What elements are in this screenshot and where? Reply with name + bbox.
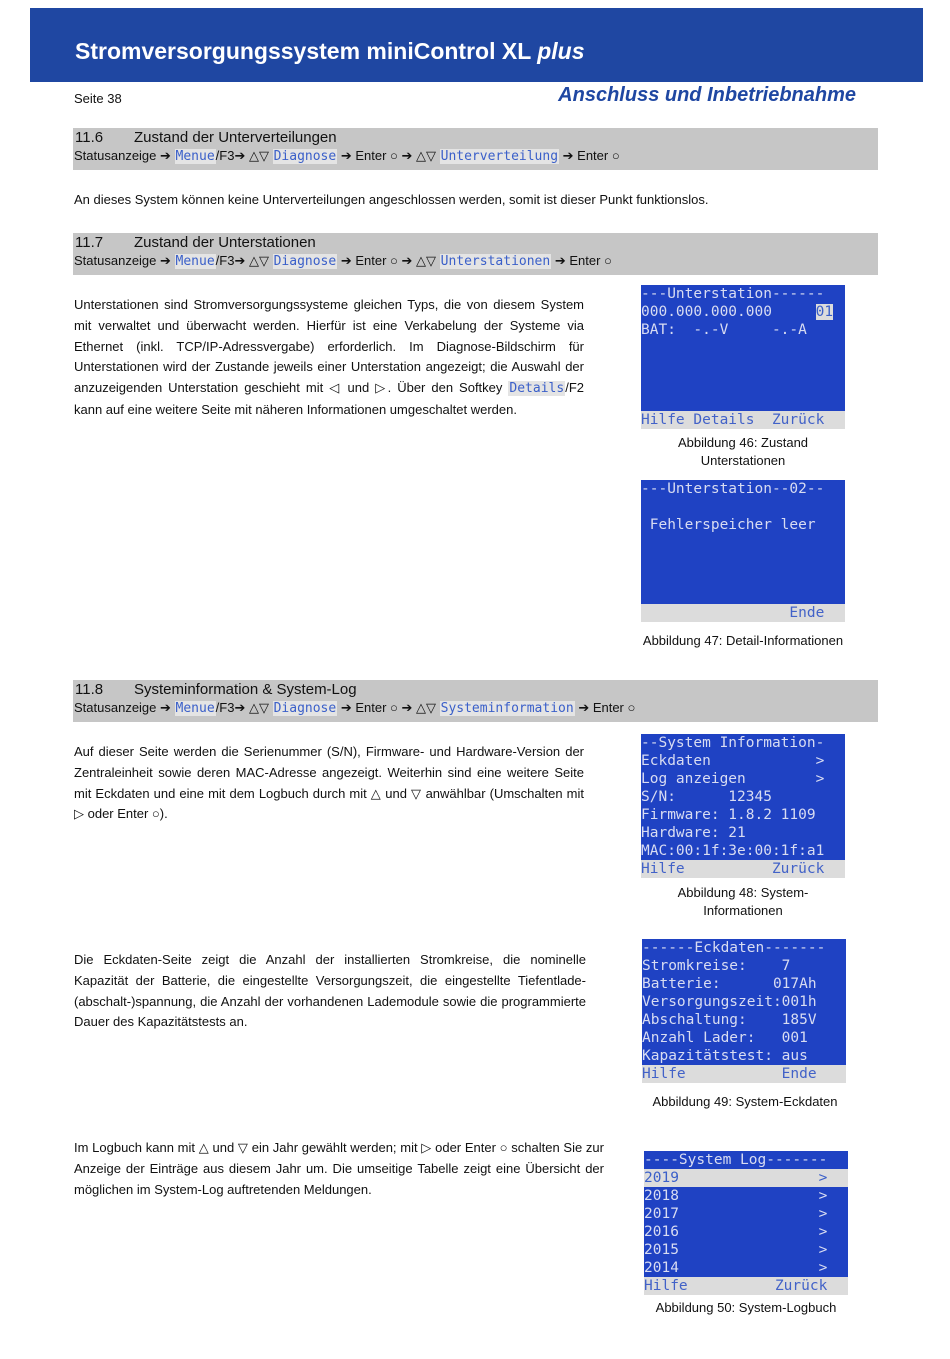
section-number: 11.8 — [75, 681, 104, 698]
navigation-path: Statusanzeige ➔ Menue/F3➔ △▽ Diagnose ➔ Enter ○ ➔ △▽ Unterstationen ➔ Enter ○ — [74, 253, 612, 269]
section-11-8-info-text: Auf dieser Seite werden die Serienummer (S/N), Firmware- und Hardware-Version der Zentraleinheit sowie deren MAC-Adresse angezeigt. Weiterhin sind eine weitere Seite mit Eckdaten und eine mit dem Logbuch durch mit △ und ▽ anwählbar (Umschalten mit ▷ oder Enter ○). — [74, 744, 584, 822]
softkey-bar: Hilfe Zurück — [641, 860, 845, 878]
section-11-8-log-text: Im Logbuch kann mit △ und ▽ ein Jahr gewählt werden; mit ▷ oder Enter ○ schalten Sie zur Anzeige der Einträge aus diesem Jahr um. Die umseitige Tabelle zeigt eine Übersicht der möglichen im System-Log auftretenden Meldungen. — [74, 1140, 604, 1197]
softkey-menue: Menue — [175, 149, 215, 164]
document-title: Stromversorgungssystem miniControl XL plus — [75, 38, 585, 64]
figure-caption: Abbildung 50: System-Logbuch — [655, 1300, 837, 1315]
section-11-8-header — [73, 680, 878, 722]
section-11-6-text: An dieses System können keine Unterverteilungen angeschlossen werden, somit ist dieser Punkt funktionslos. — [74, 192, 709, 207]
softkey-unterstationen: Unterstationen — [440, 254, 551, 269]
softkey-details: Details — [509, 381, 565, 397]
lcd-screen-unterstation: ---Unterstation------ 000.000.000.000 01 BAT: -.-V -.-A Hilfe Details Zurück — [641, 285, 845, 429]
softkey-unterverteilung: Unterverteilung — [440, 149, 559, 164]
section-title: Zustand der Unterverteilungen — [134, 129, 337, 146]
navigation-path: Statusanzeige ➔ Menue/F3➔ △▽ Diagnose ➔ Enter ○ ➔ △▽ Unterverteilung ➔ Enter ○ — [74, 148, 620, 164]
log-year-item: 2017 > — [644, 1206, 828, 1222]
log-year-item: 2018 > — [644, 1188, 828, 1204]
section-title: Systeminformation & System-Log — [134, 681, 357, 698]
softkey-bar: Hilfe Details Zurück — [641, 411, 845, 429]
log-year-item: 2019 > — [644, 1170, 828, 1186]
figure-caption: Abbildung 48: System-Informationen — [677, 885, 809, 918]
chapter-title: Anschluss und Inbetriebnahme — [558, 84, 856, 106]
selected-station-number: 01 — [815, 304, 834, 320]
softkey-menue: Menue — [175, 701, 215, 716]
section-11-7-header — [73, 233, 878, 275]
softkey-bar: Hilfe Zurück — [644, 1277, 848, 1295]
navigation-path: Statusanzeige ➔ Menue/F3➔ △▽ Diagnose ➔ Enter ○ ➔ △▽ Systeminformation ➔ Enter ○ — [74, 700, 636, 716]
softkey-diagnose: Diagnose — [273, 149, 337, 164]
softkey-bar: Ende — [641, 604, 845, 622]
figure-caption: Abbildung 46: Zustand Unterstationen — [677, 435, 809, 468]
softkey-menue: Menue — [175, 254, 215, 269]
lcd-screen-eckdaten: ------Eckdaten------- Stromkreise: 7 Batterie: 017Ah Versorgungszeit:001h Abschaltung: 185V Anzahl Lader: 001 Kapazitätstest: aus Hilfe Ende — [642, 939, 846, 1083]
section-number: 11.6 — [75, 129, 104, 146]
page-number: Seite 38 — [74, 91, 122, 106]
section-11-7-text: Unterstationen sind Stromversorgungssysteme gleichen Typs, die von diesem System mit verwaltet und überwacht werden. Hierfür ist eine Verkabelung der Systeme via Ethernet (inkl. TCP/IP-Adressvergabe) erforderlich. Im Diagnose-Bildschirm für Unterstationen wird der Zustande jeweils einer Unterstation angezeigt; die Auswahl der anzuzeigenden Unterstation geschieht mit ◁ und ▷. Über den Softkey Details/F2 kann auf eine weitere Seite mit näheren Informationen umgeschaltet werden. — [74, 297, 584, 417]
section-number: 11.7 — [75, 234, 104, 251]
section-11-8-eckdaten-text: Die Eckdaten-Seite zeigt die Anzahl der installierten Stromkreise, die nominelle Kapazität der Batterie, die eingestellte Versorgungszeit, die eingestellte Tiefentlade-(abschalt-)spannung, die Anzahl der vorhandenen Lademodule sowie die programmierte Dauer des Kapazitätstests an. — [74, 952, 586, 1030]
log-year-item: 2014 > — [644, 1260, 828, 1276]
softkey-systeminformation: Systeminformation — [440, 701, 574, 716]
section-11-6-header — [73, 128, 878, 170]
softkey-diagnose: Diagnose — [273, 701, 337, 716]
section-title: Zustand der Unterstationen — [134, 234, 316, 251]
log-year-item: 2016 > — [644, 1224, 828, 1240]
softkey-bar: Hilfe Ende — [642, 1065, 846, 1083]
lcd-screen-system-log: ----System Log------- 2019 > 2018 > 2017 > 2016 > 2015 > 2014 > Hilfe Zurück — [644, 1151, 848, 1295]
lcd-screen-detail: ---Unterstation--02-- Fehlerspeicher leer Ende — [641, 480, 845, 622]
figure-caption: Abbildung 49: System-Eckdaten — [652, 1094, 838, 1109]
figure-caption: Abbildung 47: Detail-Informationen — [642, 633, 844, 648]
log-year-item: 2015 > — [644, 1242, 828, 1258]
page-header — [30, 8, 923, 82]
softkey-diagnose: Diagnose — [273, 254, 337, 269]
lcd-screen-system-information: --System Information- Eckdaten > Log anzeigen > S/N: 12345 Firmware: 1.8.2 1109 Hardware: 21 MAC:00:1f:3e:00:1f:a1 Hilfe Zurück — [641, 734, 845, 878]
